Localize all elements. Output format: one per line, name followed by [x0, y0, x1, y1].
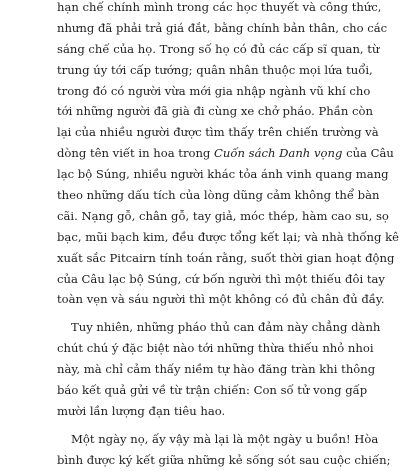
- text-line: của Câu lạc bộ Súng, cứ bốn người thì một thiếu đôi tay: [57, 271, 385, 286]
- text-line: bình được ký kết giữa những kẻ sống sót sau cuộc chiến;: [57, 452, 391, 467]
- text-line: toàn vẹn và sáu người thì một không có đủ chân đủ đầy.: [57, 292, 385, 307]
- text-line: nhưng đã phải trả giá đắt, bằng chính bản thân, cho các: [57, 20, 388, 35]
- text-line: lạc bộ Súng, nhiều người khác tỏa ánh vinh quang mang: [57, 167, 389, 182]
- text-line: Tuy nhiên, những pháo thủ can đảm này chẳng dành: [71, 320, 381, 335]
- text-line: tới những người đã già đi cùng xe chở pháo. Phần còn: [57, 104, 373, 119]
- text-line: trong đó có người vừa mới gia nhập ngành vũ khí cho: [57, 83, 371, 98]
- text-line: trung úy tới cấp tướng; quân nhân thuộc mọi lứa tuổi,: [57, 62, 373, 77]
- paragraph-1: [57, 0, 399, 310]
- paragraph-3: [57, 429, 391, 471]
- text-line: hạn chế chính mình trong các học thuyết và công thức,: [57, 0, 382, 14]
- text-line: theo những dấu tích của lòng dũng cảm không thể bàn: [57, 188, 380, 203]
- text-line: bạc, mũi bạch kim, đều được tổng kết lại; và nhà thống kê: [57, 229, 399, 244]
- text-line: xuất sắc Pitcairn tính toán rằng, suốt thời gian hoạt động: [57, 250, 395, 265]
- book-title-italic: Cuốn sách Danh vọng: [214, 146, 343, 161]
- text-line: Một ngày nọ, ấy vậy mà lại là một ngày u buồn! Hòa: [71, 431, 379, 446]
- text-line: cãi. Nạng gỗ, chân gỗ, tay giả, móc thép, hàm cao su, sọ: [57, 208, 389, 223]
- body-text: [57, 0, 399, 471]
- text-line: sáng chế của họ. Trong số họ có đủ các cấp sĩ quan, từ: [57, 41, 380, 56]
- paragraph-spacer: [57, 422, 357, 429]
- text-line: chút chú ý đặc biệt nào tới những thừa thiếu nhỏ nhoi: [57, 341, 374, 356]
- text-line: lại của nhiều người được tìm thấy trên chiến trường và: [57, 125, 379, 140]
- text-line: báo kết quả gửi về từ trận chiến: Con số tử vong gấp: [57, 383, 368, 398]
- paragraph-spacer: [57, 310, 357, 317]
- text-line: dòng tên viết in hoa trong Cuốn sách Danh vọng của Câu: [57, 146, 394, 161]
- text-line: này, mà chỉ cảm thấy niềm tự hào đăng tràn khi thông: [57, 362, 376, 377]
- paragraph-2: [57, 317, 381, 421]
- text-line: mười lần lượng đạn tiêu hao.: [57, 403, 226, 418]
